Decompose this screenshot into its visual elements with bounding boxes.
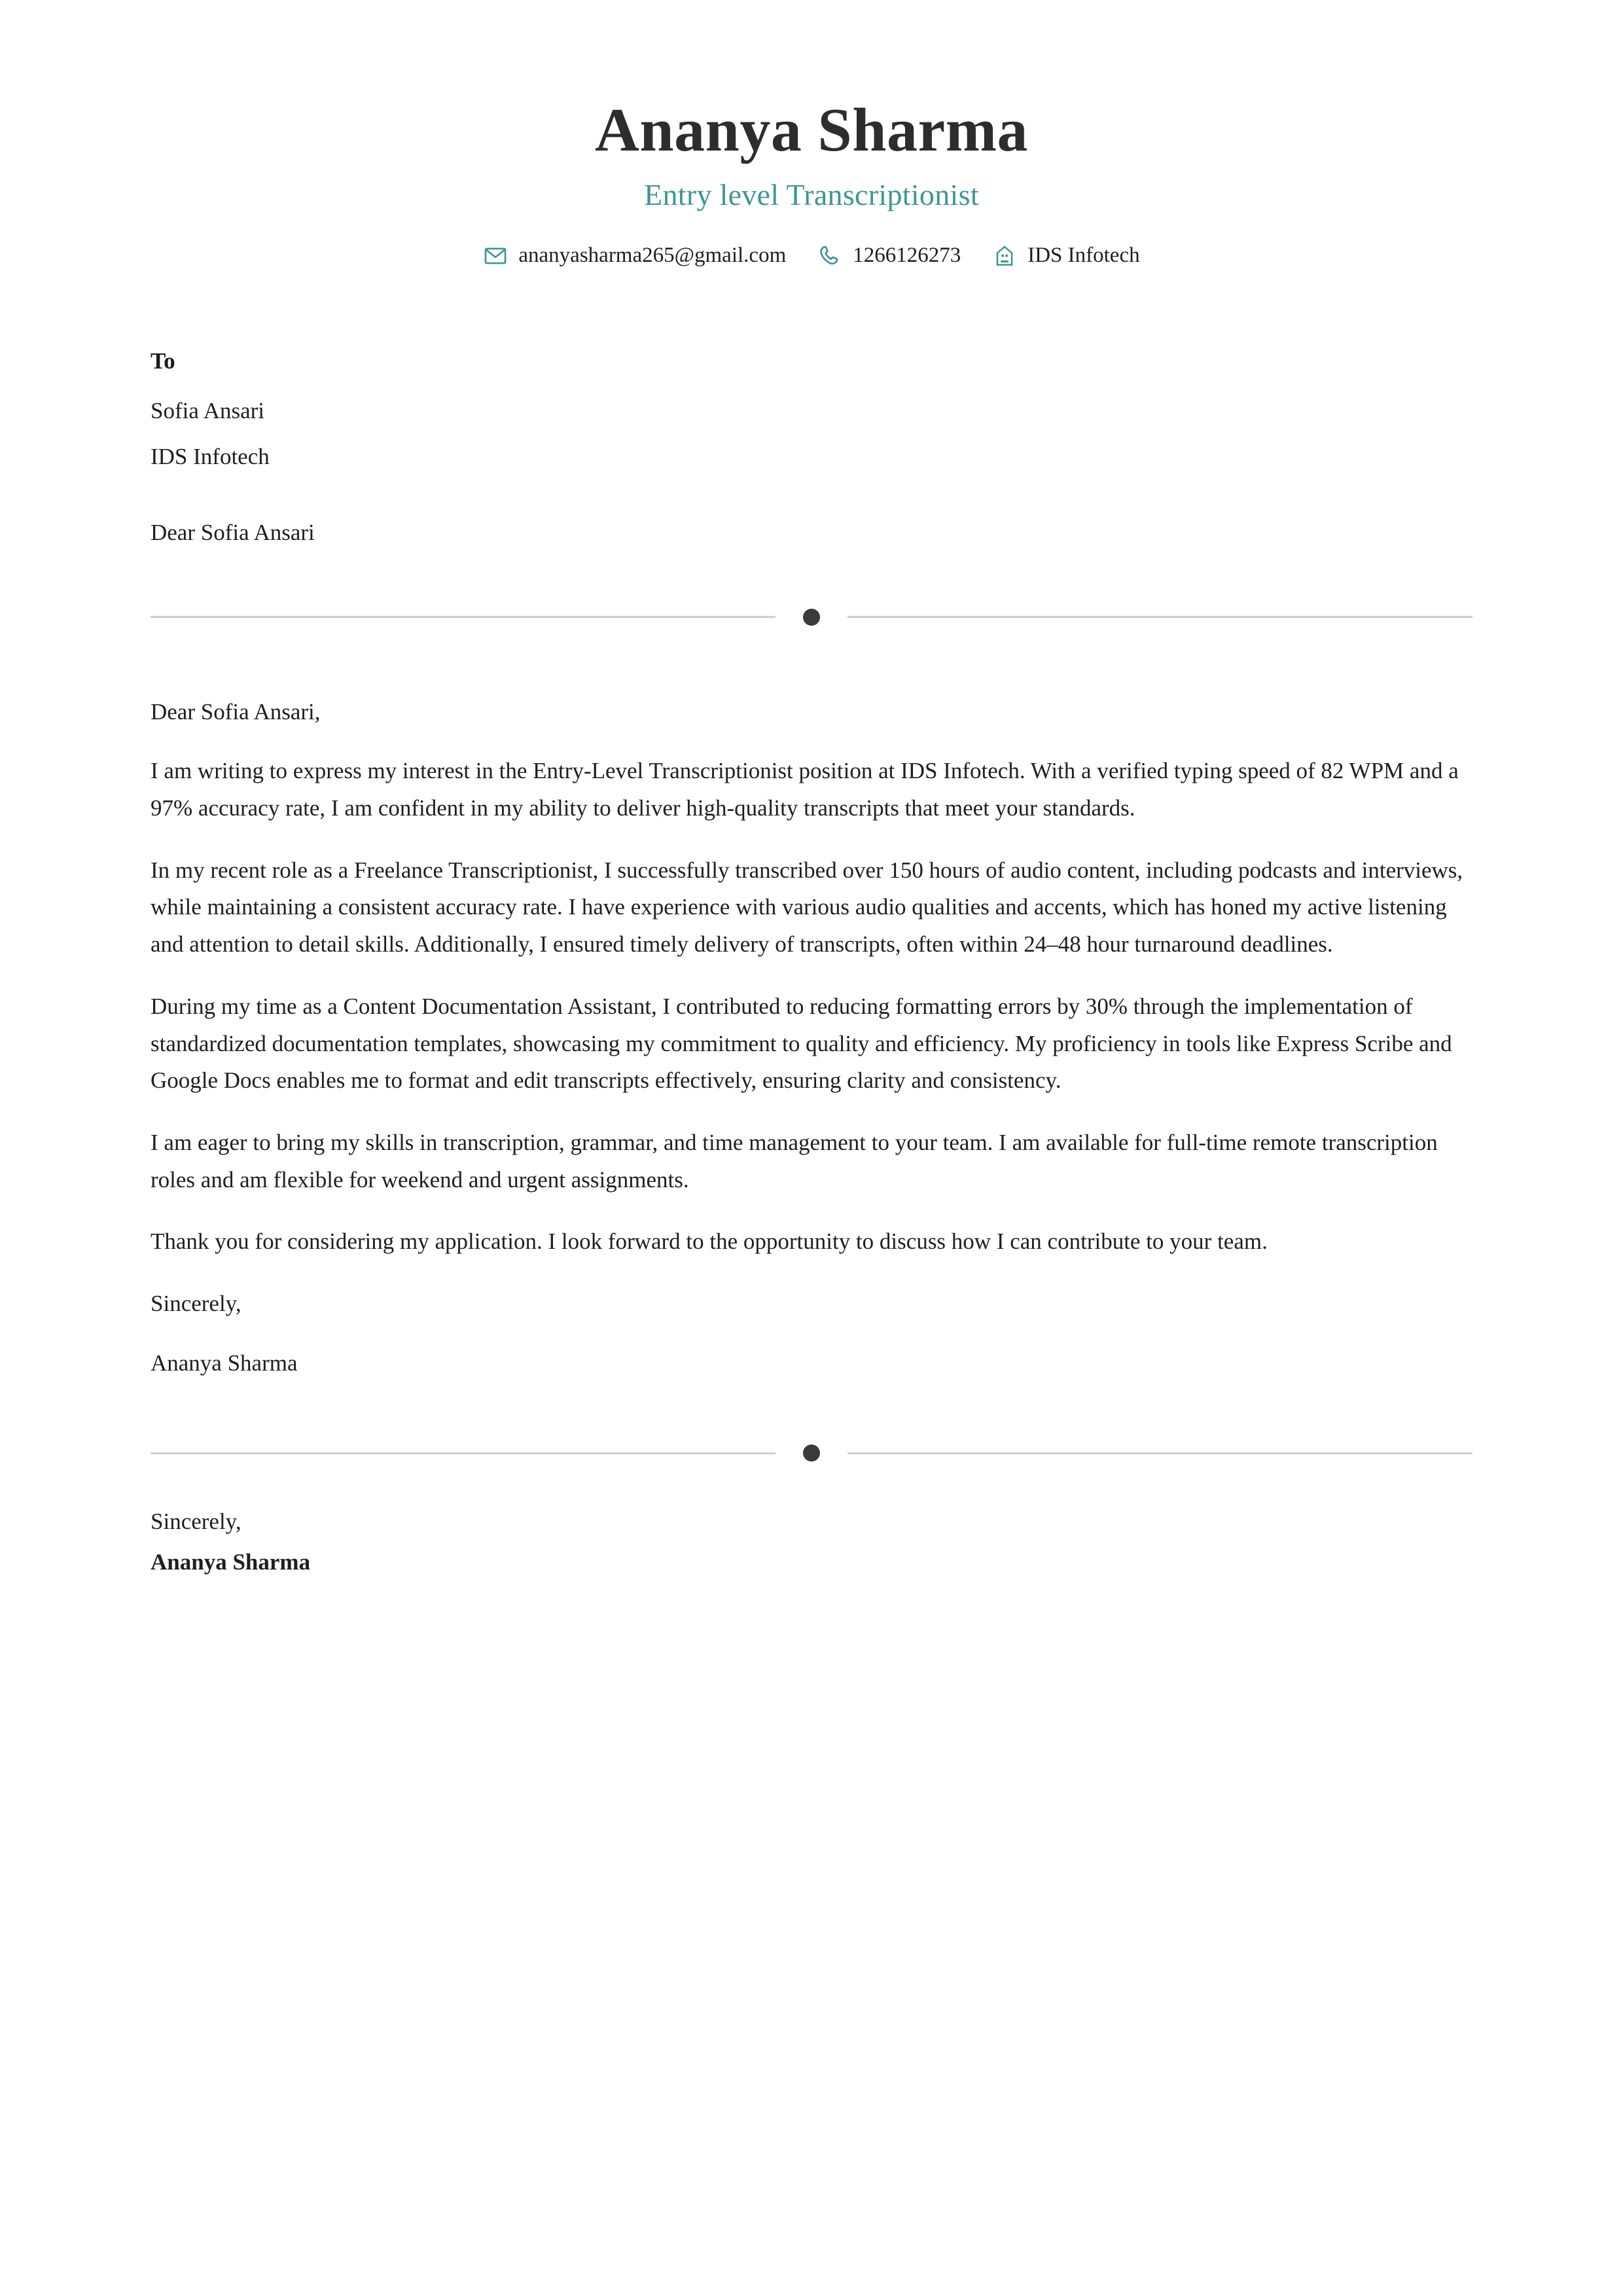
contact-row bbox=[0, 243, 1623, 268]
to-label: To bbox=[151, 348, 175, 374]
footer-signature-block bbox=[151, 1509, 1472, 1575]
divider-rule-right bbox=[847, 1452, 1472, 1454]
phone-icon bbox=[817, 243, 842, 268]
divider-bottom bbox=[151, 1444, 1472, 1462]
recipient-name: Sofia Ansari bbox=[151, 397, 265, 423]
letter-paragraph-4: I am eager to bring my skills in transcription, grammar, and time management to your team. I am available for full-time remote transcription roles and am flexible for weekend and urgent assignments. bbox=[151, 1129, 1438, 1193]
recipient-salutation: Dear Sofia Ansari bbox=[151, 519, 315, 545]
letter-salutation: Dear Sofia Ansari, bbox=[151, 698, 321, 725]
applicant-job-title: Entry level Transcriptionist bbox=[644, 177, 979, 211]
letter-body bbox=[151, 694, 1472, 1382]
recipient-company: IDS Infotech bbox=[151, 443, 270, 469]
envelope-icon bbox=[483, 243, 508, 268]
divider-rule-left bbox=[151, 1452, 776, 1454]
building-icon bbox=[992, 243, 1017, 268]
divider-rule-left bbox=[151, 616, 776, 618]
letter-paragraph-2: In my recent role as a Freelance Transcriptionist, I successfully transcribed over 150 hours of audio content, including podcasts and interviews, while maintaining a consistent accuracy rate. I have experience with various audio qualities and accents, which has honed my active listening and attention to detail skills. Additionally, I ensured timely delivery of transcripts, often within 24–48 hour turnaround deadlines. bbox=[151, 857, 1463, 958]
contact-email-value: ananyasharma265@gmail.com bbox=[518, 243, 787, 268]
contact-email[interactable] bbox=[483, 243, 786, 268]
divider-top bbox=[151, 609, 1472, 626]
letter-paragraph-5: Thank you for considering my application. I look forward to the opportunity to discuss how I can contribute to your team. bbox=[151, 1229, 1268, 1255]
contact-phone[interactable] bbox=[817, 243, 961, 268]
contact-company[interactable] bbox=[992, 243, 1139, 268]
applicant-name: Ananya Sharma bbox=[594, 96, 1029, 164]
recipient-block bbox=[151, 348, 1472, 546]
contact-company-value: IDS Infotech bbox=[1027, 243, 1140, 268]
divider-dot bbox=[803, 1444, 820, 1462]
divider-rule-right bbox=[847, 616, 1472, 618]
footer-closing: Sincerely, bbox=[151, 1509, 241, 1535]
letter-header bbox=[0, 0, 1623, 268]
letter-signature: Ananya Sharma bbox=[151, 1350, 298, 1376]
letter-content bbox=[0, 348, 1623, 1576]
letter-paragraph-1: I am writing to express my interest in the Entry-Level Transcriptionist position at IDS Infotech. With a verified typing speed of 82 WPM and a 97% accuracy rate, I am confident in my ability to deliver high-quality transcripts that meet your standards. bbox=[151, 758, 1459, 821]
letter-closing: Sincerely, bbox=[151, 1290, 241, 1316]
divider-dot bbox=[803, 609, 820, 626]
footer-signature: Ananya Sharma bbox=[151, 1549, 311, 1575]
letter-paragraph-3: During my time as a Content Documentation Assistant, I contributed to reducing formatting errors by 30% through the implementation of standardized documentation templates, showcasing my commitment to quality and efficiency. My proficiency in tools like Express Scribe and Google Docs enables me to format and edit transcripts effectively, ensuring clarity and consistency. bbox=[151, 993, 1452, 1094]
contact-phone-value: 1266126273 bbox=[853, 243, 961, 268]
